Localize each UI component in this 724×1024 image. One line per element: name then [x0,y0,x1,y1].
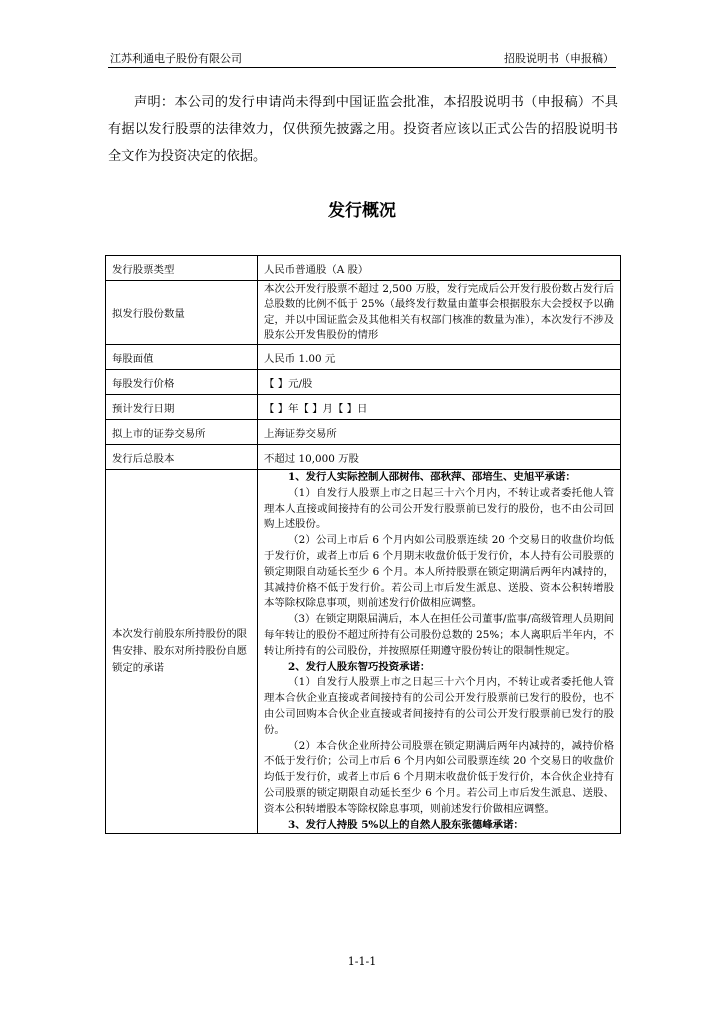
row-label: 每股发行价格 [106,370,258,395]
table-row [106,470,621,834]
row-value: 上海证券交易所 [258,420,621,445]
row-label: 发行股票类型 [106,256,258,281]
table-row [106,345,621,370]
table-row [106,281,621,345]
row-value: 【 】年【 】月【 】日 [258,395,621,420]
row-label: 拟上市的证券交易所 [106,420,258,445]
table-row [106,420,621,445]
table-row [106,395,621,420]
commitment-heading-1: 1、发行人实际控制人邵树伟、邵秋萍、邵培生、史旭平承诺： [288,471,576,483]
commitment-paragraph: （3）在锁定期限届满后，本人在担任公司董事/监事/高级管理人员期间每年转让的股份不超过所持有公司股份总数的 25%；本人离职后半年内，不转让所持有的公司股份，并按照原任期遵守股份转让的限制性规定。 [264,613,614,657]
header-rule [108,67,616,68]
table-row [106,256,621,281]
commitment-paragraph: （2）公司上市后 6 个月内如公司股票连续 20 个交易日的收盘价均低于发行价，或者上市后 6 个月期末收盘价低于发行价，本人持有公司股票的锁定期限自动延长至少 6 个月。本人所持股票在锁定期满后两年内减持的，其减持价格不低于发行价。若公司上市后发生派息、送股、资本公积转增股本等除权除息事项，则前述发行价做相应调整。 [264,534,614,610]
commitment-heading-2: 2、发行人股东智巧投资承诺： [288,660,431,673]
disclaimer-notice [108,89,618,170]
row-value: 【 】元/股 [258,370,621,395]
commitment-label: 本次发行前股东所持股份的限售安排、股东对所持股份自愿锁定的承诺 [106,470,258,834]
row-label: 预计发行日期 [106,395,258,420]
row-label: 拟发行股份数量 [106,281,258,345]
offering-summary-table [105,255,621,834]
section-title: 发行概况 [328,201,396,221]
row-label: 每股面值 [106,345,258,370]
table-row [106,445,621,470]
commitment-paragraph: （2）本合伙企业所持公司股票在锁定期满后两年内减持的，减持价格不低于发行价；公司上市后 6 个月内如公司股票连续 20 个交易日的收盘价均低于发行价，或者上市后 6 个月期末收盘价低于发行价，本合伙企业持有公司股票的锁定期限自动延长至少 6 个月。若公司上市后发生派息、送股、资本公积转增股本等除权除息事项，则前述发行价做相应调整。 [264,739,614,815]
table-row [106,370,621,395]
row-value: 人民币普通股（A 股） [258,256,621,281]
header-company: 江苏利通电子股份有限公司 [110,52,242,65]
header-doc-title: 招股说明书（申报稿） [504,52,614,65]
disclaimer-text: 声明：本公司的发行申请尚未得到中国证监会批准，本招股说明书（申报稿）不具有据以发行股票的法律效力，仅供预先披露之用。投资者应该以正式公告的招股说明书全文作为投资决定的依据。 [108,95,618,164]
page-number: 1-1-1 [347,955,377,968]
row-value: 不超过 10,000 万股 [258,445,621,470]
row-value: 人民币 1.00 元 [258,345,621,370]
commitment-heading-3: 3、发行人持股 5%以上的自然人股东张德峰承诺： [288,818,524,831]
page-header [108,50,616,66]
row-label: 发行后总股本 [106,445,258,470]
row-value: 本次公开发行股票不超过 2,500 万股，发行完成后公开发行股份数占发行后总股数的比例不低于 25%（最终发行数量由董事会根据股东大会授权予以确定，并以中国证监会及其他相关有权部门核准的数量为准），本次发行不涉及股东公开发售股份的情形 [258,281,621,345]
commitment-paragraph: （1）自发行人股票上市之日起三十六个月内，不转让或者委托他人管理本人直接或间接持有的公司公开发行股票前已发行的股份，也不由公司回购上述股份。 [264,486,614,531]
commitment-content [258,470,621,834]
commitment-paragraph: （1）自发行人股票上市之日起三十六个月内，不转让或者委托他人管理本合伙企业直接或者间接持有的公司公开发行股票前已发行的股份，也不由公司回购本合伙企业直接或者间接持有的公司公开发行股票前已发行的股份。 [264,676,614,736]
